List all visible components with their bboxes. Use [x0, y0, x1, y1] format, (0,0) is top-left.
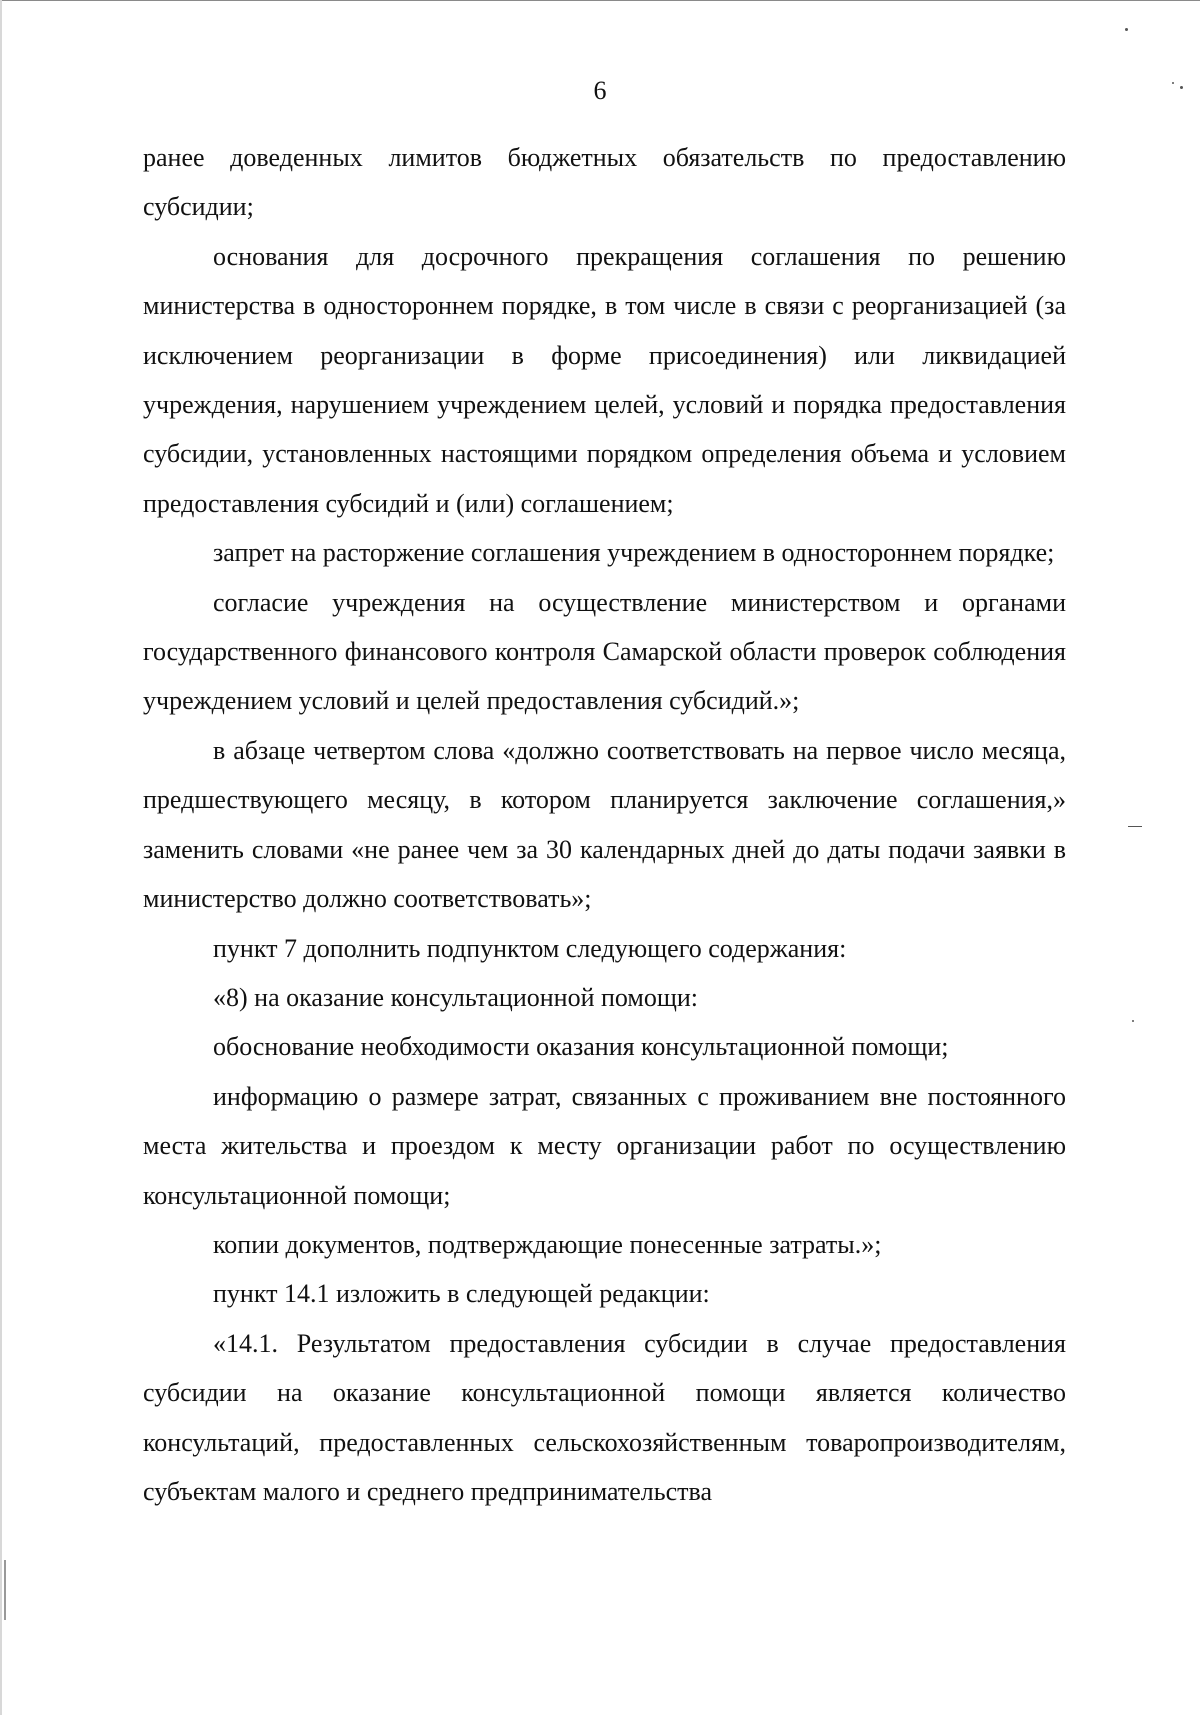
scan-speck	[1180, 86, 1183, 89]
scan-speck	[4, 1560, 6, 1620]
scan-speck	[1132, 1020, 1134, 1022]
scan-left-edge	[0, 0, 2, 1715]
paragraph-document-copies: копии документов, подтверждающие понесенные затраты.»;	[213, 1229, 882, 1259]
paragraph-justification: обоснование необходимости оказания консультационной помощи;	[213, 1032, 949, 1062]
paragraph-termination-ban: запрет на расторжение соглашения учреждением в одностороннем порядке;	[213, 538, 1055, 568]
paragraph-termination-grounds: основания для досрочного прекращения соглашения по решению министерства в одностороннем порядке, в том числе в связи с реорганизацией (за исключением реорганизации в форме присоединения) или ликвидацией учреждения, нарушением учреждением целей, условий и порядка предоставления субсидии, установленных настоящими порядком определения объема и условием предоставления субсидий и (или) соглашением;	[143, 241, 1066, 518]
paragraph-cost-information: информацию о размере затрат, связанных с проживанием вне постоянного места жительства и проездом к месту организации работ по осуществлению консультационной помощи;	[143, 1081, 1066, 1210]
paragraph-fourth-clause-amendment: в абзаце четвертом слова «должно соответствовать на первое число месяца, предшествующего месяцу, в котором планируется заключение соглашения,» заменить словами «не ранее чем за 30 календарных дней до даты подачи заявки в министерство должно соответствовать»;	[143, 735, 1066, 914]
page-number: 6	[593, 76, 607, 105]
scan-speck	[1172, 82, 1174, 84]
paragraph-item-14-1: пункт 14.1 изложить в следующей редакции:	[213, 1279, 710, 1309]
scan-top-border	[0, 0, 1200, 1]
paragraph-item-14-1-text: «14.1. Результатом предоставления субсидии в случае предоставления субсидии на оказание консультационной помощи является количество консультаций, предоставленных сельскохозяйственным товаропроизводителям, субъектам малого и среднего предпринимательства	[143, 1328, 1066, 1506]
paragraph-subitem-8: «8) на оказание консультационной помощи:	[213, 982, 699, 1012]
paragraph-item-7: пункт 7 дополнить подпунктом следующего содержания:	[213, 933, 847, 963]
paragraph-audit-consent: согласие учреждения на осуществление министерством и органами государственного финансового контроля Самарской области проверок соблюдения учреждением условий и целей предоставления субсидий.»;	[143, 587, 1066, 716]
paragraph-continuation: ранее доведенных лимитов бюджетных обязательств по предоставлению субсидии;	[143, 143, 1066, 222]
document-body	[143, 133, 1066, 1516]
scan-speck	[1128, 826, 1142, 827]
scan-speck	[1125, 28, 1128, 31]
